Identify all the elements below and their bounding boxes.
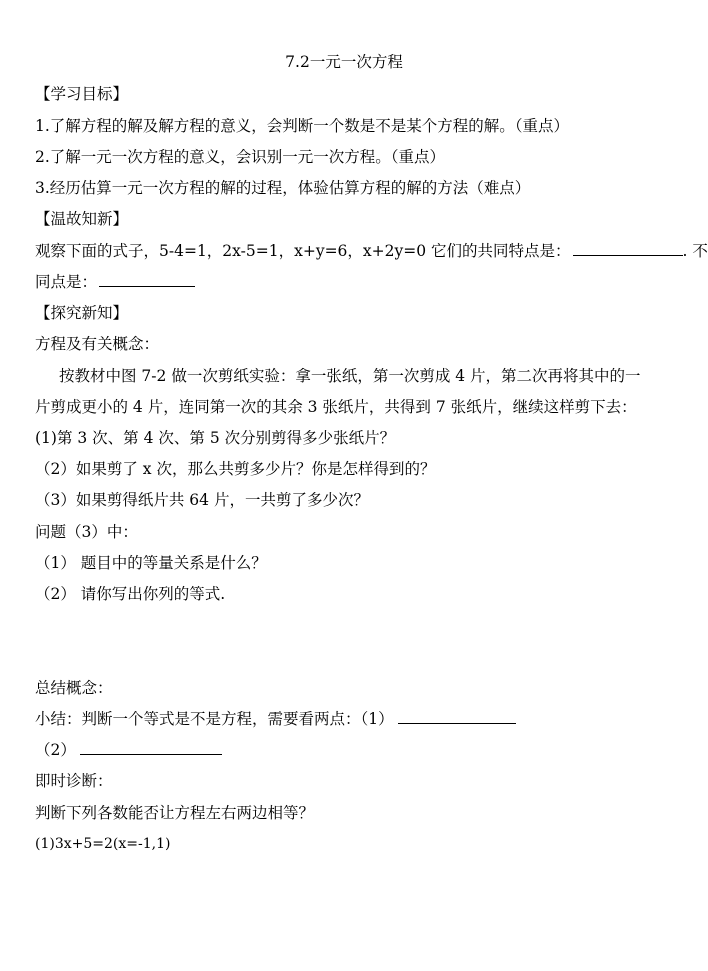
diagnosis-item-1: (1)3x+5=2(x=-1,1) bbox=[35, 836, 171, 852]
explore-heading: 【探究新知】 bbox=[35, 304, 129, 322]
review-question-line-2 bbox=[35, 272, 195, 292]
goal-item-1: 1.了解方程的解及解方程的意义，会判断一个数是不是某个方程的解。（重点） bbox=[35, 117, 570, 135]
goal-item-2: 2.了解一元一次方程的意义，会识别一元一次方程。（重点） bbox=[35, 148, 446, 166]
diagnosis-heading: 即时诊断： bbox=[35, 772, 113, 790]
answer-blank-difference[interactable] bbox=[99, 272, 195, 287]
summary-line-2 bbox=[35, 740, 222, 760]
sub-question-2: （2） 请你写出你列的等式. bbox=[35, 585, 226, 603]
concept-heading: 方程及有关概念： bbox=[35, 335, 160, 353]
answer-blank-common-feature[interactable] bbox=[573, 241, 683, 256]
experiment-paragraph-line-1: 按教材中图 7-2 做一次剪纸实验：拿一张纸，第一次剪成 4 片，第二次再将其中的一 bbox=[59, 367, 641, 385]
summary-heading: 总结概念： bbox=[35, 679, 113, 697]
question-3: （3）如果剪得纸片共 64 片，一共剪了多少次？ bbox=[35, 491, 369, 509]
learning-goals-heading: 【学习目标】 bbox=[35, 85, 129, 103]
summary-line-1-text: 小结：判断一个等式是不是方程，需要看两点：（1） bbox=[35, 710, 394, 728]
experiment-paragraph-line-2: 片剪成更小的 4 片，连同第一次的其余 3 张纸片，共得到 7 张纸片，继续这样剪下去： bbox=[35, 398, 637, 416]
question-1: (1)第 3 次、第 4 次、第 5 次分别剪得多少张纸片？ bbox=[35, 429, 396, 447]
sub-question-heading: 问题（3）中： bbox=[35, 523, 138, 541]
goal-item-3: 3.经历估算一元一次方程的解的过程，体验估算方程的解的方法（难点） bbox=[35, 179, 531, 197]
review-difference-label: 同点是： bbox=[35, 273, 98, 291]
answer-blank-point-2[interactable] bbox=[80, 740, 222, 755]
page-title: 7.2一元一次方程 bbox=[285, 53, 403, 71]
review-question-end: . 不 bbox=[682, 242, 708, 260]
review-question-line bbox=[35, 241, 708, 261]
question-2: （2）如果剪了 x 次，那么共剪多少片？你是怎样得到的？ bbox=[35, 460, 436, 478]
review-question-text: 观察下面的式子，5-4=1，2x-5=1，x+y=6，x+2y=0 它们的共同特点是： bbox=[35, 242, 571, 260]
diagnosis-question: 判断下列各数能否让方程左右两边相等？ bbox=[35, 804, 315, 822]
summary-line-2-text: （2） bbox=[35, 741, 76, 759]
sub-question-1: （1） 题目中的等量关系是什么？ bbox=[35, 554, 267, 572]
summary-line-1 bbox=[35, 709, 516, 729]
answer-blank-point-1[interactable] bbox=[398, 709, 516, 724]
review-heading: 【温故知新】 bbox=[35, 210, 129, 228]
